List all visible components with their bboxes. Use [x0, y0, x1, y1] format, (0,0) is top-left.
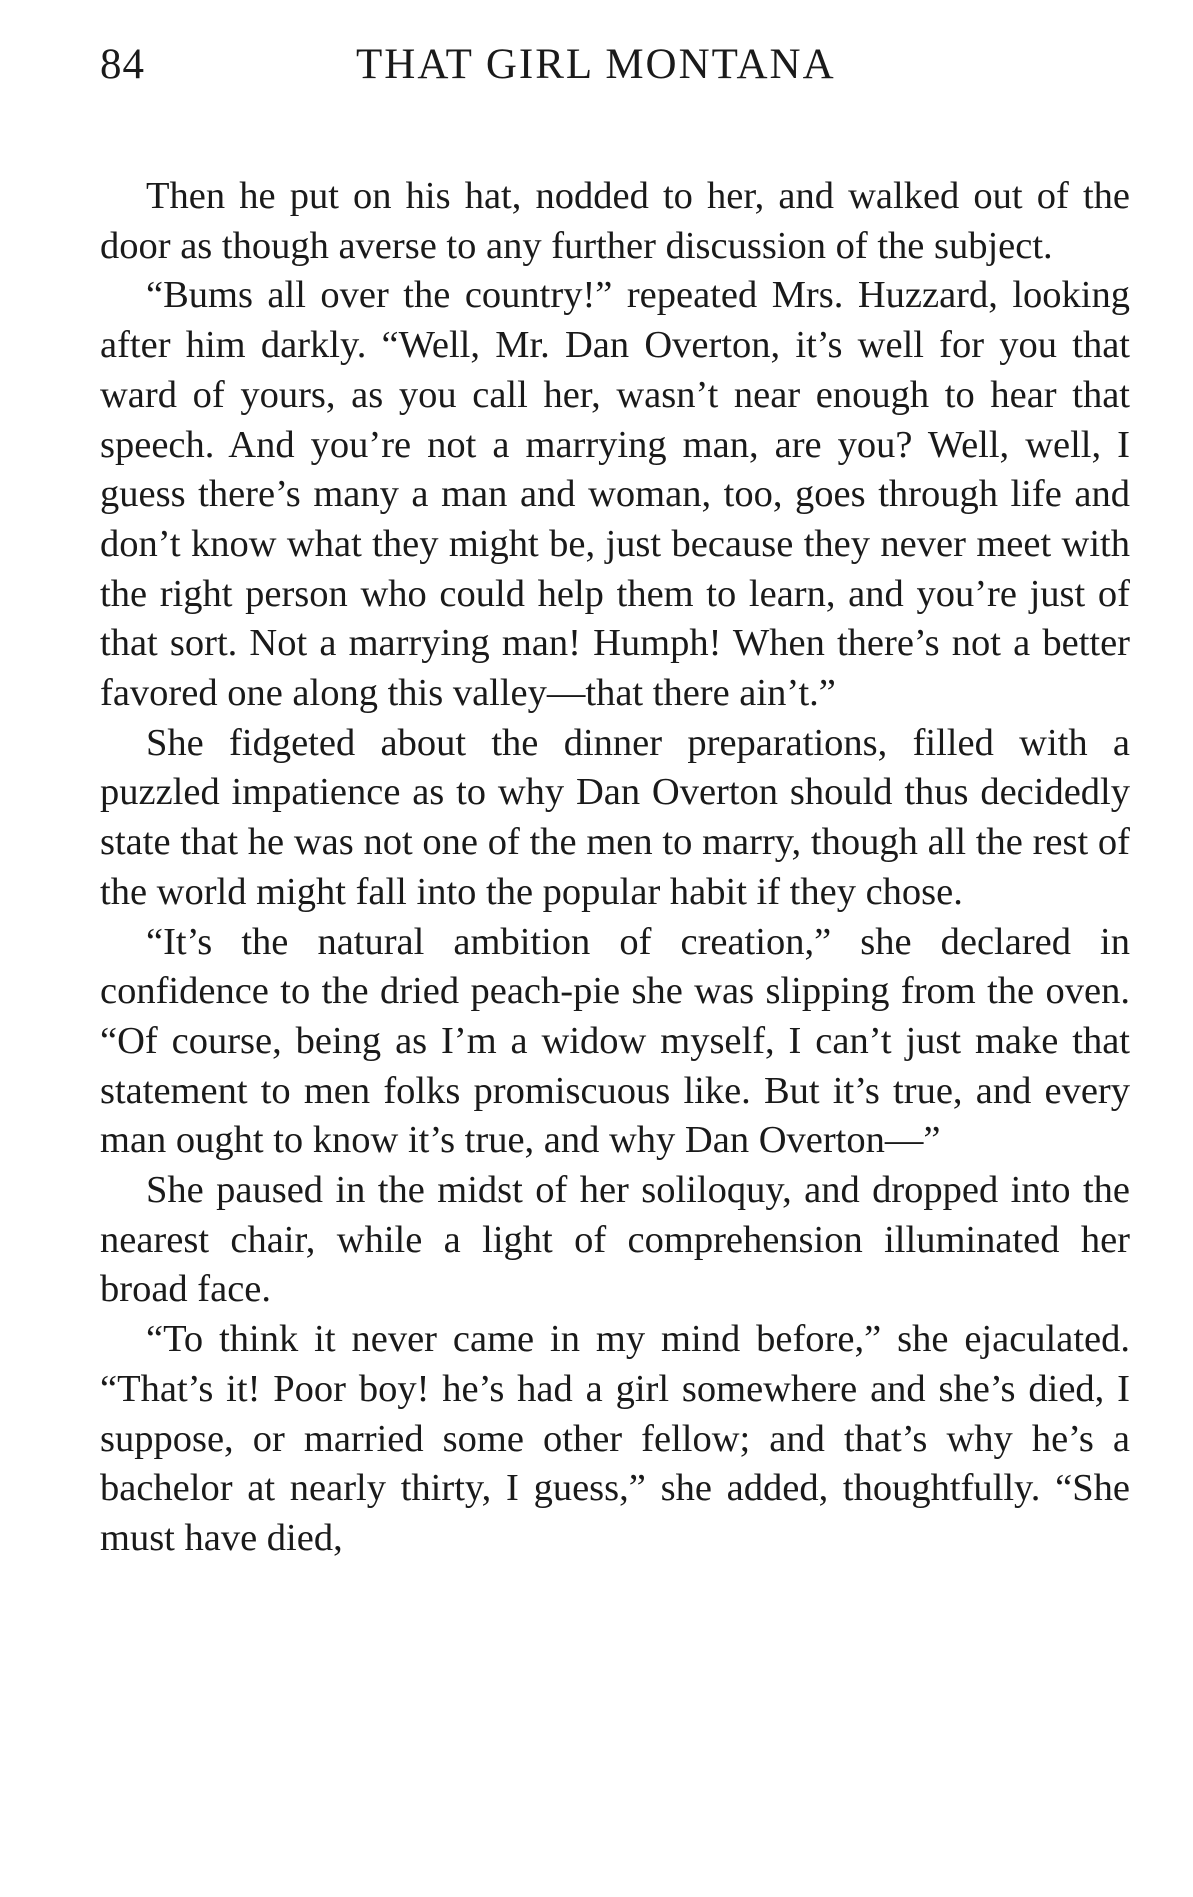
- paragraph: She paused in the midst of her soliloquy, and dropped into the nearest chair, while a light of comprehension illuminated her broad face.: [100, 1169, 1130, 1311]
- paragraph: She fidgeted about the dinner preparations, filled with a puzzled impatience as to why Dan Overton should thus decidedly state that he was not one of the men to marry, though all the rest of the world might fall into the popular habit if they chose.: [100, 721, 1130, 913]
- page-number: 84: [100, 41, 145, 88]
- paragraph: “Bums all over the country!” repeated Mrs. Huzzard, looking after him darkly. “Well, Mr. Dan Overton, it’s well for you that ward of yours, as you call her, wasn’t near enough to hear that speech. And you’re not a marrying man, are you? Well, well, I guess there’s many a man and woman, too, goes through life and don’t know what they might be, just because they never meet with the right person who could help them to learn, and you’re just of that sort. Not a marrying man! Humph! When there’s not a better favored one along this valley—that there ain’t.”: [100, 274, 1130, 715]
- body-text: [100, 172, 1130, 1564]
- page-header: [100, 40, 1130, 110]
- book-page: [100, 40, 1130, 1564]
- paragraph: “To think it never came in my mind before,” she ejaculated. “That’s it! Poor boy! he’s had a girl somewhere and she’s died, I suppose, or married some other fellow; and that’s why he’s a bachelor at nearly thirty, I guess,” she added, thoughtfully. “She must have died,: [100, 1318, 1130, 1559]
- running-title: THAT GIRL MONTANA: [356, 41, 836, 88]
- paragraph: Then he put on his hat, nodded to her, and walked out of the door as though averse to any further discussion of the subject.: [100, 175, 1130, 267]
- paragraph: “It’s the natural ambition of creation,” she declared in confidence to the dried peach-pie she was slipping from the oven. “Of course, being as I’m a widow myself, I can’t just make that statement to men folks promiscuous like. But it’s true, and every man ought to know it’s true, and why Dan Overton—”: [100, 920, 1130, 1162]
